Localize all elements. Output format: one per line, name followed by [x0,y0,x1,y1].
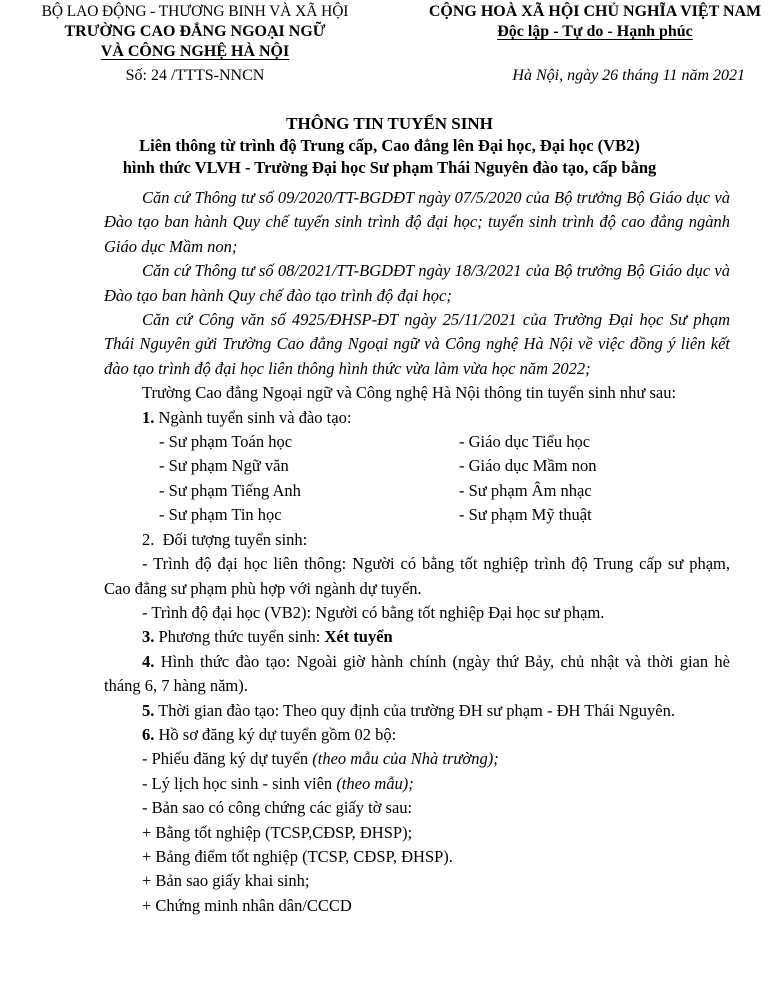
section-2-heading [104,528,730,552]
title-sub2: hình thức VLVH - Trường Đại học Sư phạm Thái Nguyên đào tạo, cấp bằng [122,158,657,177]
school-name-line1: TRƯỜNG CAO ĐẲNG NGOẠI NGỮ [64,23,326,40]
section-3-num: 3. [142,627,155,647]
preamble-2: Căn cứ Thông tư số 08/2021/TT-BGDĐT ngày 18/3/2021 của Bộ trưởng Bộ Giáo dục và Đào tạo ban hành Quy chế đào tạo trình độ đại học; [104,261,730,305]
section-6-text: Hồ sơ đăng ký dự tuyển gồm 02 bộ: [158,724,397,744]
section-6-item-6: + Bản sao giấy khai sinh; [142,871,310,891]
section-2-item-1: - Trình độ đại học liên thông: Người có bằng tốt nghiệp trình độ Trung cấp sư phạm, Cao đẳng sư phạm phù hợp với ngành dự tuyển. [104,554,730,598]
majors-list [104,430,730,528]
section-6-item-1-italic: (theo mẫu của Nhà trường); [312,749,499,769]
section-6-num: 6. [142,724,155,744]
major-item: - Sư phạm Ngữ văn [159,456,289,476]
section-1-heading [104,406,730,430]
intro-line: Trường Cao đẳng Ngoại ngữ và Công nghệ Hà Nội thông tin tuyển sinh như sau: [142,383,677,403]
section-4 [104,650,730,699]
section-6-item-2 [104,772,730,796]
major-item: - Sư phạm Mỹ thuật [459,505,592,525]
major-item: - Sư phạm Âm nhạc [459,480,592,500]
major-item: - Sư phạm Toán học [159,432,293,452]
section-6-heading [104,723,730,747]
document-body [104,186,730,918]
ministry-name: BỘ LAO ĐỘNG - THƯƠNG BINH VÀ XÃ HỘI [41,3,349,20]
section-2-num: 2. [142,529,155,549]
section-1-text: Ngành tuyển sinh và đào tạo: [158,407,352,427]
section-6-item-2-italic: (theo mẫu); [336,773,414,793]
section-3-bold: Xét tuyển [324,627,393,647]
issuer-block [30,2,360,62]
section-6-item-1 [104,747,730,771]
major-item: - Sư phạm Tiếng Anh [159,480,301,500]
section-2-item-2: - Trình độ đại học (VB2): Người có bằng tốt nghiệp Đại học sư phạm. [142,602,605,622]
country-name: CỘNG HOÀ XÃ HỘI CHỦ NGHĨA VIỆT NAM [428,3,762,20]
section-6-item-3: - Bản sao có công chứng các giấy tờ sau: [142,798,413,818]
section-3 [104,625,730,649]
section-6-item-2-text: - Lý lịch học sinh - sinh viên [142,773,337,793]
date-line: Hà Nội, ngày 26 tháng 11 năm 2021 [512,67,745,84]
major-item: - Giáo dục Tiểu học [459,432,591,452]
section-2-text: Đối tượng tuyển sinh: [162,529,308,549]
national-motto: Độc lập - Tự do - Hạnh phúc [497,23,693,40]
major-item: - Giáo dục Mầm non [459,456,597,476]
section-6-item-1-text: - Phiếu đăng ký dự tuyển [142,749,313,769]
section-5-text: Thời gian đào tạo: Theo quy định của trường ĐH sư phạm - ĐH Thái Nguyên. [158,700,676,720]
doc-number-text: Số: 24 /TTTS-NNCN [125,67,265,84]
section-4-num: 4. [142,651,155,671]
section-5 [104,699,730,723]
section-4-text: Hình thức đào tạo: Ngoài giờ hành chính (ngày thứ Bảy, chủ nhật và thời gian hè tháng 6, 7 hàng năm). [104,651,731,696]
national-header [415,2,775,42]
doc-number [30,67,360,85]
major-item: - Sư phạm Tin học [159,505,282,525]
preamble-3: Căn cứ Công văn số 4925/ĐHSP-ĐT ngày 25/11/2021 của Trường Đại học Sư phạm Thái Nguyên gửi Trường Cao đẳng Ngoại ngữ và Công nghệ Hà Nội về việc đồng ý liên kết đào tạo trình độ đại học liên thông hình thức vừa làm vừa học năm 2022; [104,310,730,378]
preamble-1: Căn cứ Thông tư số 09/2020/TT-BGDĐT ngày 07/5/2020 của Bộ trưởng Bộ Giáo dục và Đào tạo ban hành Quy chế tuyển sinh trình độ đại học; tuyển sinh trình độ cao đẳng ngành Giáo dục Mầm non; [104,188,730,256]
title-main: THÔNG TIN TUYỂN SINH [286,114,493,133]
title-sub1: Liên thông từ trình độ Trung cấp, Cao đẳng lên Đại học, Đại học (VB2) [139,136,640,155]
section-6-item-4: + Bằng tốt nghiệp (TCSP,CĐSP, ĐHSP); [142,822,413,842]
section-5-num: 5. [142,700,155,720]
document-title [20,113,759,179]
section-6-item-5: + Bảng điểm tốt nghiệp (TCSP, CĐSP, ĐHSP). [142,846,453,866]
section-1-num: 1. [142,407,155,427]
school-name-line2: VÀ CÔNG NGHỆ HÀ NỘI [100,43,290,60]
section-6-item-7: + Chứng minh nhân dân/CCCD [142,895,352,915]
section-3-text: Phương thức tuyển sinh: [158,627,325,647]
